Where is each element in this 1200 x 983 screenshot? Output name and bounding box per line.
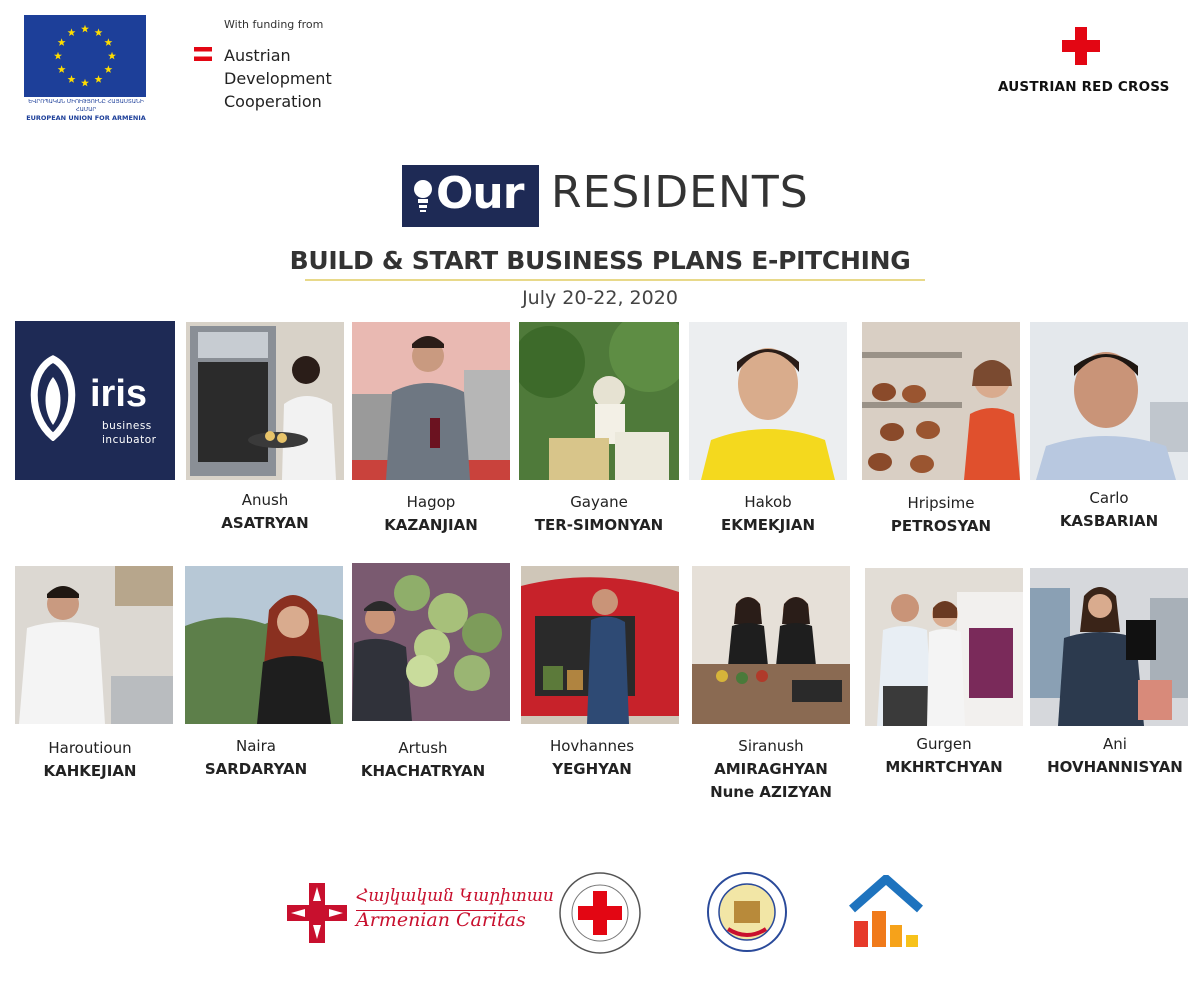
- eu-stars-icon: [24, 15, 146, 97]
- our-word: Our: [436, 168, 524, 219]
- ada-logo-text: Austrian Development Cooperation: [224, 46, 332, 111]
- subtitle-underline: [305, 279, 925, 281]
- eu-caption-armenian: ԵՎՐՈՊԱԿԱՆ ՄԻՈՒԹՅՈՒՆԸ ՀԱՅԱՍՏԱՆԻ ՀԱՄԱՐ: [28, 99, 144, 113]
- austrian-red-cross-name: AUSTRIAN RED CROSS: [998, 79, 1170, 95]
- photo-siranush-amiraghyan-nune-azizyan: [692, 566, 850, 724]
- residents-word: RESIDENTS: [551, 167, 809, 218]
- red-cross-icon: [1062, 27, 1100, 65]
- photo-ani-hovhannisyan: [1030, 568, 1188, 726]
- resident-name-carlo-kasbarian: Carlo KASBARIAN: [1059, 489, 1159, 530]
- iris-petal-icon: [25, 355, 81, 441]
- caritas-cross-icon: [287, 883, 347, 943]
- photo-hovhannes-yeghyan: [521, 566, 679, 724]
- resident-name-hripsime-petrosyan: Hripsime PETROSYAN: [890, 494, 992, 535]
- photo-carlo-kasbarian: [1030, 322, 1188, 480]
- armenian-red-cross-seal-icon: [558, 871, 642, 955]
- event-subtitle: BUILD & START BUSINESS PLANS E-PITCHING: [289, 246, 911, 275]
- housing-foundation-logo-icon: [848, 875, 924, 955]
- iris-tagline: business incubator: [102, 420, 157, 446]
- eu-caption-english: EUROPEAN UNION FOR ARMENIA: [26, 114, 146, 122]
- resident-name-hagop-kazanjian: Hagop KAZANJIAN: [384, 493, 478, 534]
- resident-name-anush-asatryan: Anush ASATRYAN: [221, 491, 309, 532]
- lightbulb-icon: [410, 178, 436, 216]
- eu-caption: [22, 98, 150, 122]
- our-logo-box: [402, 165, 539, 227]
- photo-hagop-kazanjian: [352, 322, 510, 480]
- resident-name-naira-sardaryan: Naira SARDARYAN: [204, 737, 308, 778]
- photo-naira-sardaryan: [185, 566, 343, 724]
- photo-anush-asatryan: [186, 322, 344, 480]
- event-dates: July 20-22, 2020: [522, 287, 678, 309]
- austrian-flag-icon: [194, 47, 212, 61]
- resident-name-ani-hovhannisyan: Ani HOVHANNISYAN: [1047, 735, 1183, 776]
- photo-haroutioun-kahkejian: [15, 566, 173, 724]
- caritas-armenian-name: Հայկական Կարիտաս: [356, 886, 554, 906]
- iris-incubator-logo: [15, 321, 175, 480]
- resident-name-hovhannes-yeghyan: Hovhannes YEGHYAN: [549, 737, 635, 778]
- resident-name-siranush-amiraghyan: Siranush AMIRAGHYAN Nune AZIZYAN: [710, 737, 832, 801]
- resident-name-artush-khachatryan: Artush KHACHATRYAN: [360, 739, 486, 780]
- resident-name-gurgen-mkhrtchyan: Gurgen MKHRTCHYAN: [885, 735, 1003, 776]
- resident-name-gayane-ter-simonyan: Gayane TER-SIMONYAN: [534, 493, 664, 534]
- resident-name-haroutioun-kahkejian: Haroutioun KAHKEJIAN: [43, 739, 137, 780]
- resident-name-hakob-ekmekjian: Hakob EKMEKJIAN: [721, 493, 815, 534]
- funding-label: With funding from: [224, 18, 324, 31]
- photo-gurgen-mkhrtchyan: [865, 568, 1023, 726]
- partner-seal-icon: [706, 871, 788, 953]
- photo-hakob-ekmekjian: [689, 322, 847, 480]
- photo-artush-khachatryan: [352, 563, 510, 721]
- photo-gayane-ter-simonyan: [519, 322, 679, 480]
- caritas-english-name: Armenian Caritas: [356, 909, 526, 931]
- eu-flag-logo: [24, 15, 146, 97]
- iris-wordmark: iris: [90, 373, 148, 415]
- photo-hripsime-petrosyan: [862, 322, 1020, 480]
